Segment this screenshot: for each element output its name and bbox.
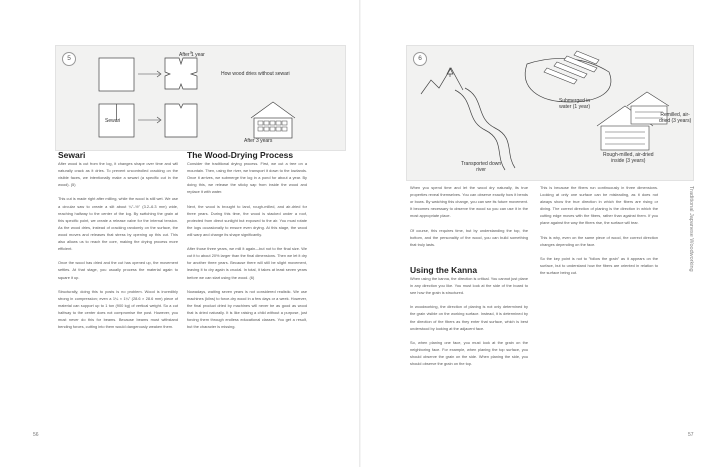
wood-dries-label: How wood dries without sewari (221, 71, 290, 77)
drying-paragraph: Next, the wood is brought to land, rough-milled, and air-dried for three years. During this time, the wood is stacked under a roof, protected from direct sunlight but exposed to the air. You must rotate the logs occasionally to ensure even drying. At this stage, the wood will warp and change its shape significantly. (187, 203, 307, 237)
after-1-year-label: After 1 year (179, 52, 205, 58)
sewari-paragraph: This cut is made right after milling, while the wood is still wet. We use a circular saw to create a slit about ¼"–½" (3.2–6.3 mm) wide, reaching halfway to the center of the log. By switching the grain at this specific point, we create a release valve for the internal tension. As the wood dries, instead of cracking randomly on the surface, the wood moves and releases that stress by opening up this cut. This also allows us to reach the core, making the drying process more efficient. (58, 196, 178, 252)
river (455, 90, 505, 170)
kanna-paragraph: So, when planing one face, you must look at the grain on the neighboring face. For example, when planing the top surface, you should observe the grain on the side. When planing the side, you should observe the grain on the top. (410, 339, 528, 367)
opened-block (165, 104, 197, 137)
sewari-label: Sewari (105, 118, 121, 124)
drying-process-diagram (406, 45, 694, 181)
right-column-2 (540, 184, 658, 283)
rough-milled-label: Rough-milled, air-dried inside (3 years) (603, 152, 654, 165)
sewari-heading: Sewari (58, 150, 86, 160)
kanna-heading: Using the Kanna (410, 265, 478, 275)
kanna-column (410, 275, 528, 374)
page-number: 56 (33, 432, 39, 438)
transported-label: Transported down river (461, 161, 502, 174)
fresh-cut-block (99, 58, 134, 91)
running-head: Traditional Japanese Woodworking (688, 186, 694, 272)
right-column-1 (410, 184, 528, 255)
body-paragraph: Of course, this requires time, but by understanding the top, the bottom, and the personality of the wood, you can build something that truly lasts. (410, 227, 528, 247)
sewari-paragraph: After wood is cut from the log, it changes shape over time and will naturally crack as it dries. To prevent uncontrolled cracking on the visible faces, we intentionally make a sewari (a specific cut in the wood). (5) (58, 161, 178, 188)
drying-paragraph: Nowadays, waiting seven years is not considered realistic. We use machines (kilns) to force-dry wood in a few days or a week. However, the final product dried by machines will never be as good as wood that is dried naturally. It is like raising a child without a purpose, just forcing them through endless educational classes. You get a result, but the character is missing. (187, 288, 307, 330)
step-number-badge: 6 (413, 52, 427, 66)
right-page (360, 0, 720, 467)
kanna-paragraph: In woodworking, the direction of planing is not only determined by the grain visible on the working surface. Instead, it is determined by the direction of the fibers as they enter that surface, which is best understood by looking at the adjacent face. (410, 304, 528, 331)
sewari-illustration (56, 46, 345, 150)
drying-heading: The Wood-Drying Process (187, 150, 294, 160)
kanna-paragraph: When using the kanna, the direction is critical. You cannot just plane in any direction you like. You must look at the side of the board to see how the grain is structured. (410, 276, 528, 296)
page-number: 57 (688, 432, 694, 438)
body-paragraph: When you spend time and let the wood dry naturally, its true properties reveal themselves. You can observe exactly how it bends or bows. By watching this change, you can see its future movement. It becomes necessary to observe the wood so you can use it in the most appropriate place. (410, 185, 528, 219)
mountain (421, 68, 463, 94)
remilled-label: Remilled, air- dried (3 years) (659, 112, 692, 125)
body-paragraph: This is because the fibers run continuously in three dimensions. Looking at only one surface can be misleading, as it does not always show the true direction in which the fibers are rising or diving. The correct direction of planing is the direction in which the cutting edge moves with the fibers, rather than against them. If you plane against the way the fibers rise, the surface will tear. (540, 185, 658, 226)
after-3-years-label: After 3 years (244, 138, 273, 144)
sewari-diagram (55, 45, 346, 151)
cracked-block (165, 58, 197, 89)
drying-paragraph: After those three years, we mill it again—but not to the final size. We cut it to about 20% larger than the final dimensions. Then we let it dry for another three years. Because there will still be slight movement, leaving it to dry again is crucial. In total, it takes at least seven years before we can start using the wood. (6) (187, 246, 307, 280)
drying-paragraph: Consider the traditional drying process. First, we cut a tree on a mountain. Then, using the river, we transport it down to the lowlands. Once it arrives, we submerge the log in a pond for about a year. By doing this, we release the sticky sap from inside the wood and replace it with water. (187, 161, 307, 195)
sewari-column (58, 160, 178, 337)
sewari-paragraph: Structurally, doing this to posts is no problem. Wood is incredibly strong in compression; even a 1¼ × 1¼" (28.6 × 28.6 mm) piece of material can support up to 1 ton (900 kg) of vertical weight. So a cut halfway to the center does not compromise the post. However, you must never do this for beams. Because beams must withstand bending forces, cutting into them would dangerously weaken them. (58, 288, 178, 330)
step-number-badge: 5 (62, 52, 76, 66)
submerged-label: Submerged in water (1 year) (559, 98, 591, 111)
body-paragraph: This is why, even on the same piece of wood, the correct direction changes depending on the face. (540, 234, 658, 247)
body-paragraph: So the key point is not to "follow the grain" as it appears on the surface, but to understand how the fibers are oriented in relation to the surface being cut. (540, 255, 658, 276)
sewari-paragraph: Once the wood has dried and the cut has opened up, the movement settles. At that stage, you usually process the material again to square it up. (58, 260, 178, 280)
drying-column (187, 160, 307, 337)
